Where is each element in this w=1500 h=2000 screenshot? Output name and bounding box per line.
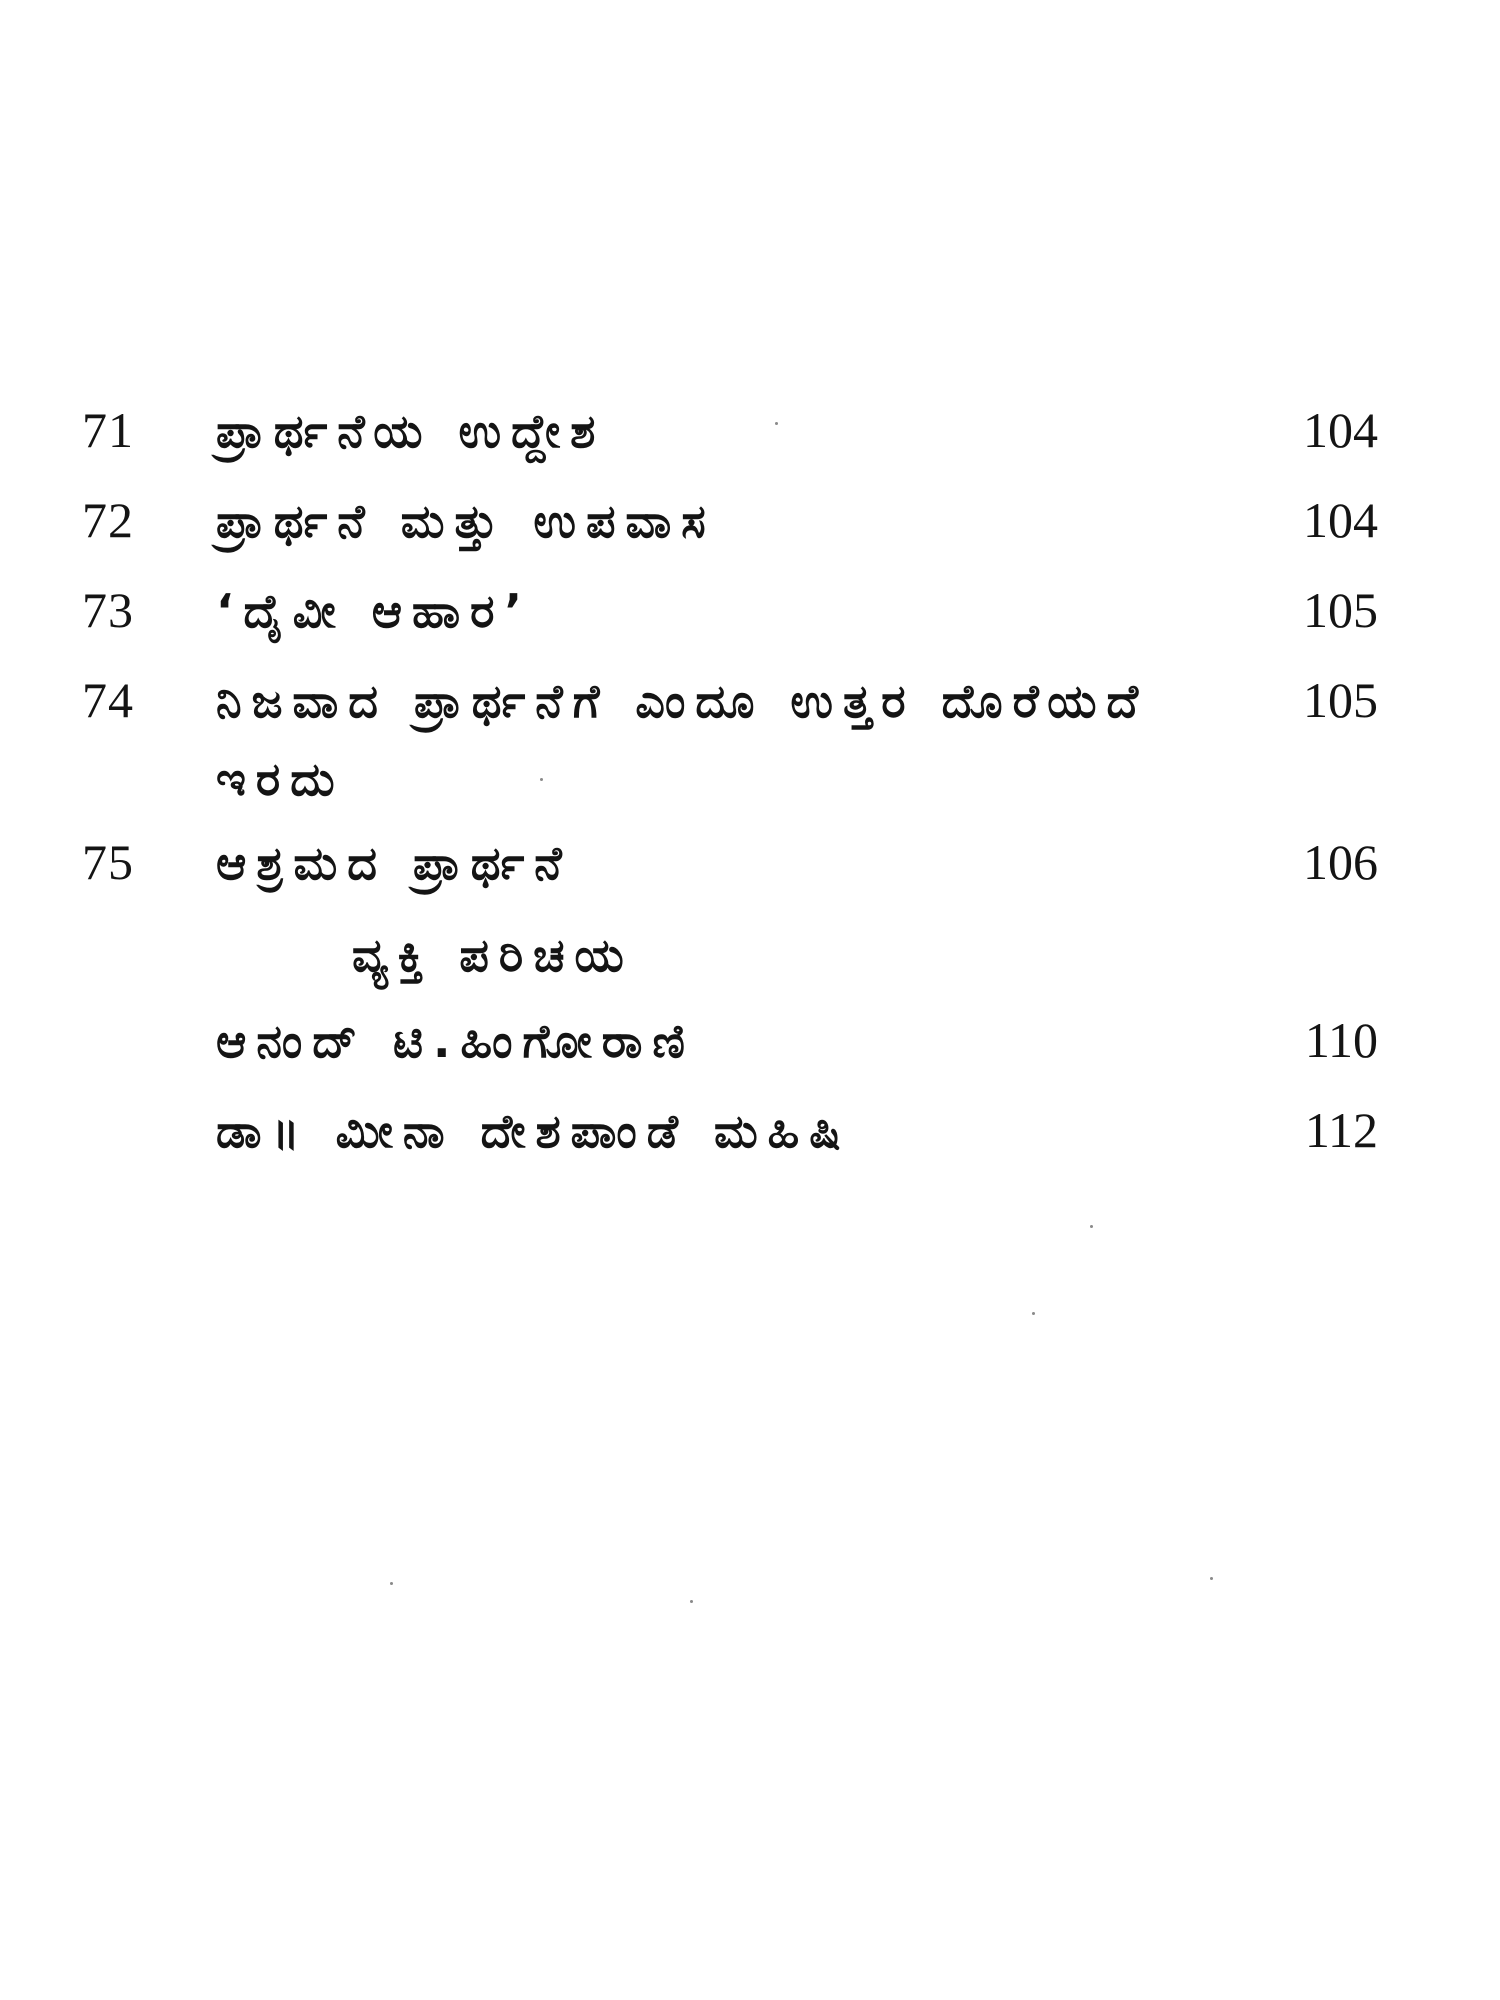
paper-speck	[775, 422, 778, 425]
section-heading: ವ್ಯಕ್ತಿ ಪರಿಚಯ	[352, 928, 634, 982]
chapter-number: 73	[82, 582, 134, 638]
page-number: 106	[1303, 834, 1378, 890]
chapter-number: 75	[82, 834, 134, 890]
profile-title: ಆನಂದ್ ಟಿ.ಹಿಂಗೋರಾಣಿ	[216, 1014, 695, 1068]
paper-speck	[1032, 1312, 1035, 1315]
page-number: 105	[1303, 582, 1378, 638]
chapter-title: ‘ದೈವೀ ಆಹಾರ’	[216, 584, 532, 638]
profile-title: ಡಾ॥ ಮೀನಾ ದೇಶಪಾಂಡೆ ಮಹಿಷಿ	[216, 1104, 851, 1158]
chapter-title: ಆಶ್ರಮದ ಪ್ರಾರ್ಥನೆ	[216, 836, 572, 890]
paper-speck	[390, 1582, 393, 1585]
paper-speck	[1090, 1225, 1093, 1228]
chapter-title: ನಿಜವಾದ ಪ್ರಾರ್ಥನೆಗೆ ಎಂದೂ ಉತ್ತರ ದೊರೆಯದೆ ಇರದು	[216, 674, 1149, 806]
page-number: 112	[1304, 1102, 1378, 1158]
chapter-number: 71	[82, 402, 134, 458]
chapter-number: 74	[82, 672, 134, 728]
page-number: 105	[1303, 672, 1378, 728]
paper-speck	[690, 1600, 693, 1603]
chapter-number: 72	[82, 492, 134, 548]
page-number: 104	[1303, 402, 1378, 458]
paper-speck	[540, 778, 543, 781]
page-number: 104	[1303, 492, 1378, 548]
paper-speck	[1210, 1577, 1213, 1580]
chapter-title: ಪ್ರಾರ್ಥನೆ ಮತ್ತು ಉಪವಾಸ	[216, 494, 716, 548]
page-number: 110	[1304, 1012, 1378, 1068]
chapter-title: ಪ್ರಾರ್ಥನೆಯ ಉದ್ದೇಶ	[216, 404, 606, 458]
